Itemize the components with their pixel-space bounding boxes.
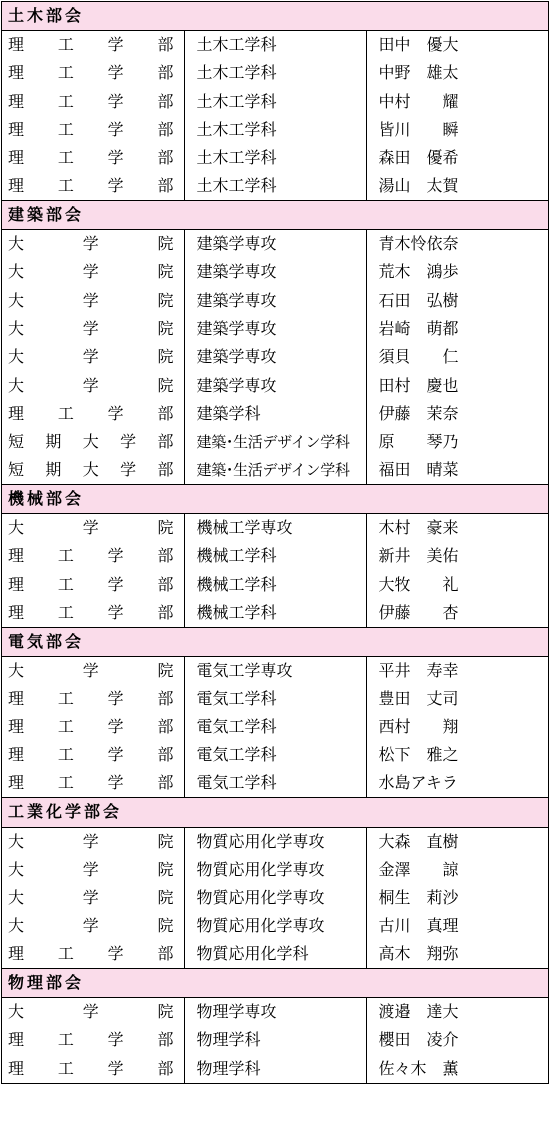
table-row (2, 87, 548, 115)
member-name: 田中 優大 (378, 35, 459, 55)
faculty-label: 短 期 大 学 部 (8, 460, 174, 480)
name-cell (366, 855, 548, 883)
department-label: 機械工学専攻 (196, 518, 293, 538)
department-label: 土木工学科 (196, 148, 277, 168)
name-cell (366, 456, 548, 484)
faculty-cell (2, 59, 184, 87)
name-cell (366, 371, 548, 399)
department-label: 建築･生活デザイン学科 (196, 460, 350, 479)
faculty-label: 大 学 院 (8, 262, 174, 282)
member-name: 須貝 仁 (378, 347, 459, 367)
department-label: 電気工学専攻 (196, 660, 293, 680)
faculty-label: 理 工 学 部 (8, 403, 174, 423)
department-cell (184, 456, 366, 484)
name-cell (366, 400, 548, 428)
faculty-cell (2, 400, 184, 428)
department-cell (184, 87, 366, 115)
name-cell (366, 656, 548, 684)
faculty-cell (2, 230, 184, 258)
member-name: 松下 雅之 (378, 745, 459, 765)
faculty-cell (2, 258, 184, 286)
member-name: 荒木 鴻歩 (378, 262, 459, 282)
table-row (2, 286, 548, 314)
name-cell (366, 741, 548, 769)
faculty-cell (2, 144, 184, 172)
member-name: 森田 優希 (378, 148, 459, 168)
member-name: 伊藤 杏 (378, 602, 459, 622)
department-cell (184, 656, 366, 684)
table-row (2, 713, 548, 741)
department-label: 建築学専攻 (196, 318, 277, 338)
table-row (2, 884, 548, 912)
member-name: 水島アキラ (378, 773, 458, 793)
department-label: 電気工学科 (196, 745, 277, 765)
name-cell (366, 827, 548, 855)
faculty-cell (2, 286, 184, 314)
department-label: 土木工学科 (196, 119, 277, 139)
member-name: 大森 直樹 (378, 831, 459, 851)
member-name: 桐生 莉沙 (378, 887, 459, 907)
department-cell (184, 343, 366, 371)
department-label: 建築･生活デザイン学科 (196, 432, 350, 451)
faculty-label: 理 工 学 部 (8, 602, 174, 622)
name-cell (366, 884, 548, 912)
department-label: 土木工学科 (196, 91, 277, 111)
section-header-row (2, 627, 548, 656)
member-name: 豊田 丈司 (378, 688, 459, 708)
department-cell (184, 400, 366, 428)
section-title: 電気部会 (2, 627, 548, 656)
table-row (2, 855, 548, 883)
table-row (2, 685, 548, 713)
member-name: 皆川 瞬 (378, 119, 459, 139)
table-row (2, 599, 548, 627)
name-cell (366, 172, 548, 200)
faculty-label: 理 工 学 部 (8, 546, 174, 566)
name-cell (366, 514, 548, 542)
department-cell (184, 172, 366, 200)
department-label: 機械工学科 (196, 602, 277, 622)
faculty-cell (2, 428, 184, 456)
faculty-cell (2, 172, 184, 200)
department-label: 建築学専攻 (196, 347, 277, 367)
faculty-cell (2, 456, 184, 484)
table-row (2, 116, 548, 144)
table-row (2, 315, 548, 343)
department-label: 電気工学科 (196, 688, 277, 708)
name-cell (366, 570, 548, 598)
table-row (2, 656, 548, 684)
faculty-cell (2, 770, 184, 798)
faculty-cell (2, 656, 184, 684)
member-name: 新井 美佑 (378, 546, 459, 566)
department-label: 物理学専攻 (196, 1002, 277, 1022)
faculty-cell (2, 713, 184, 741)
department-cell (184, 855, 366, 883)
section-header-row (2, 201, 548, 230)
department-label: 建築学専攻 (196, 262, 277, 282)
department-label: 物質応用化学専攻 (196, 859, 325, 879)
name-cell (366, 230, 548, 258)
section-title: 土木部会 (2, 2, 548, 31)
department-label: 電気工学科 (196, 717, 277, 737)
faculty-label: 大 学 院 (8, 660, 174, 680)
faculty-label: 理 工 学 部 (8, 91, 174, 111)
member-name: 石田 弘樹 (378, 290, 459, 310)
table-row (2, 1026, 548, 1054)
department-label: 建築学科 (196, 403, 261, 423)
department-label: 物質応用化学専攻 (196, 831, 325, 851)
section-title: 工業化学部会 (2, 798, 548, 827)
faculty-cell (2, 570, 184, 598)
member-name: 中野 雄太 (378, 63, 459, 83)
faculty-cell (2, 1054, 184, 1082)
member-name: 青木怜依奈 (378, 234, 459, 254)
department-label: 電気工学科 (196, 773, 277, 793)
table-row (2, 59, 548, 87)
faculty-label: 理 工 学 部 (8, 688, 174, 708)
department-cell (184, 599, 366, 627)
name-cell (366, 343, 548, 371)
faculty-cell (2, 514, 184, 542)
faculty-cell (2, 542, 184, 570)
department-cell (184, 230, 366, 258)
department-cell (184, 286, 366, 314)
faculty-cell (2, 599, 184, 627)
department-cell (184, 31, 366, 59)
department-label: 機械工学科 (196, 546, 277, 566)
member-name: 田村 慶也 (378, 375, 459, 395)
department-cell (184, 998, 366, 1026)
department-cell (184, 116, 366, 144)
department-cell (184, 884, 366, 912)
name-cell (366, 31, 548, 59)
member-name: 高木 翔弥 (378, 944, 459, 964)
department-cell (184, 1026, 366, 1054)
table-row (2, 258, 548, 286)
department-cell (184, 428, 366, 456)
section-title: 機械部会 (2, 485, 548, 514)
name-cell (366, 1026, 548, 1054)
member-name: 櫻田 凌介 (378, 1030, 459, 1050)
roster-body (2, 2, 548, 1083)
department-cell (184, 685, 366, 713)
faculty-cell (2, 371, 184, 399)
department-cell (184, 144, 366, 172)
faculty-label: 大 学 院 (8, 290, 174, 310)
member-name: 古川 真理 (378, 916, 459, 936)
faculty-cell (2, 912, 184, 940)
table-row (2, 770, 548, 798)
section-title: 建築部会 (2, 201, 548, 230)
faculty-label: 大 学 院 (8, 916, 174, 936)
name-cell (366, 713, 548, 741)
name-cell (366, 940, 548, 968)
roster-table-frame (1, 1, 549, 1084)
faculty-label: 理 工 学 部 (8, 944, 174, 964)
department-label: 物理学科 (196, 1030, 261, 1050)
table-row (2, 456, 548, 484)
section-header-row (2, 969, 548, 998)
department-cell (184, 514, 366, 542)
faculty-label: 理 工 学 部 (8, 717, 174, 737)
department-cell (184, 542, 366, 570)
faculty-label: 大 学 院 (8, 518, 174, 538)
department-label: 土木工学科 (196, 63, 277, 83)
section-header-row (2, 485, 548, 514)
name-cell (366, 770, 548, 798)
member-name: 福田 晴菜 (378, 460, 459, 480)
table-row (2, 172, 548, 200)
department-label: 土木工学科 (196, 176, 277, 196)
member-name: 大牧 礼 (378, 574, 459, 594)
member-name: 金澤 諒 (378, 859, 459, 879)
faculty-label: 理 工 学 部 (8, 745, 174, 765)
member-name: 木村 豪来 (378, 518, 459, 538)
faculty-label: 大 学 院 (8, 831, 174, 851)
name-cell (366, 59, 548, 87)
table-row (2, 912, 548, 940)
member-name: 原 琴乃 (378, 432, 459, 452)
section-header-row (2, 2, 548, 31)
table-row (2, 514, 548, 542)
faculty-label: 理 工 学 部 (8, 148, 174, 168)
department-cell (184, 59, 366, 87)
faculty-label: 大 学 院 (8, 1002, 174, 1022)
department-label: 物質応用化学専攻 (196, 887, 325, 907)
department-cell (184, 741, 366, 769)
name-cell (366, 685, 548, 713)
faculty-label: 大 学 院 (8, 234, 174, 254)
faculty-label: 理 工 学 部 (8, 176, 174, 196)
department-cell (184, 1054, 366, 1082)
name-cell (366, 286, 548, 314)
department-label: 建築学専攻 (196, 375, 277, 395)
faculty-cell (2, 884, 184, 912)
name-cell (366, 542, 548, 570)
member-name: 渡邉 達大 (378, 1002, 459, 1022)
department-label: 物質応用化学科 (196, 944, 309, 964)
table-row (2, 31, 548, 59)
department-label: 物質応用化学専攻 (196, 916, 325, 936)
department-cell (184, 912, 366, 940)
member-name: 平井 寿幸 (378, 660, 459, 680)
department-cell (184, 770, 366, 798)
table-row (2, 998, 548, 1026)
faculty-cell (2, 116, 184, 144)
department-label: 建築学専攻 (196, 234, 277, 254)
member-name: 湯山 太賀 (378, 176, 459, 196)
faculty-cell (2, 827, 184, 855)
member-name: 伊藤 茉奈 (378, 403, 459, 423)
faculty-label: 大 学 院 (8, 347, 174, 367)
faculty-label: 理 工 学 部 (8, 1058, 174, 1078)
name-cell (366, 1054, 548, 1082)
section-title: 物理部会 (2, 969, 548, 998)
name-cell (366, 258, 548, 286)
table-row (2, 940, 548, 968)
faculty-label: 理 工 学 部 (8, 773, 174, 793)
roster-table (2, 2, 548, 1083)
member-name: 岩崎 萌都 (378, 318, 459, 338)
table-row (2, 542, 548, 570)
name-cell (366, 87, 548, 115)
member-name: 中村 耀 (378, 91, 459, 111)
department-cell (184, 315, 366, 343)
faculty-label: 理 工 学 部 (8, 574, 174, 594)
department-cell (184, 570, 366, 598)
table-row (2, 343, 548, 371)
name-cell (366, 998, 548, 1026)
member-name: 西村 翔 (378, 717, 459, 737)
faculty-label: 理 工 学 部 (8, 35, 174, 55)
department-cell (184, 940, 366, 968)
department-cell (184, 827, 366, 855)
faculty-cell (2, 1026, 184, 1054)
member-name: 佐々木 薫 (378, 1058, 459, 1078)
name-cell (366, 912, 548, 940)
name-cell (366, 315, 548, 343)
faculty-label: 理 工 学 部 (8, 1030, 174, 1050)
faculty-cell (2, 343, 184, 371)
faculty-label: 大 学 院 (8, 318, 174, 338)
table-row (2, 1054, 548, 1082)
table-row (2, 400, 548, 428)
faculty-cell (2, 685, 184, 713)
faculty-label: 大 学 院 (8, 859, 174, 879)
name-cell (366, 116, 548, 144)
name-cell (366, 144, 548, 172)
table-row (2, 230, 548, 258)
table-row (2, 144, 548, 172)
faculty-label: 理 工 学 部 (8, 63, 174, 83)
name-cell (366, 428, 548, 456)
department-label: 土木工学科 (196, 35, 277, 55)
department-cell (184, 713, 366, 741)
faculty-cell (2, 315, 184, 343)
faculty-label: 大 学 院 (8, 375, 174, 395)
table-row (2, 428, 548, 456)
department-label: 建築学専攻 (196, 290, 277, 310)
table-row (2, 827, 548, 855)
faculty-label: 大 学 院 (8, 887, 174, 907)
table-row (2, 570, 548, 598)
department-label: 物理学科 (196, 1058, 261, 1078)
table-row (2, 371, 548, 399)
section-header-row (2, 798, 548, 827)
faculty-cell (2, 855, 184, 883)
faculty-cell (2, 87, 184, 115)
faculty-cell (2, 741, 184, 769)
name-cell (366, 599, 548, 627)
faculty-cell (2, 998, 184, 1026)
faculty-label: 理 工 学 部 (8, 119, 174, 139)
faculty-cell (2, 31, 184, 59)
table-row (2, 741, 548, 769)
department-cell (184, 371, 366, 399)
department-label: 機械工学科 (196, 574, 277, 594)
faculty-label: 短 期 大 学 部 (8, 432, 174, 452)
faculty-cell (2, 940, 184, 968)
department-cell (184, 258, 366, 286)
